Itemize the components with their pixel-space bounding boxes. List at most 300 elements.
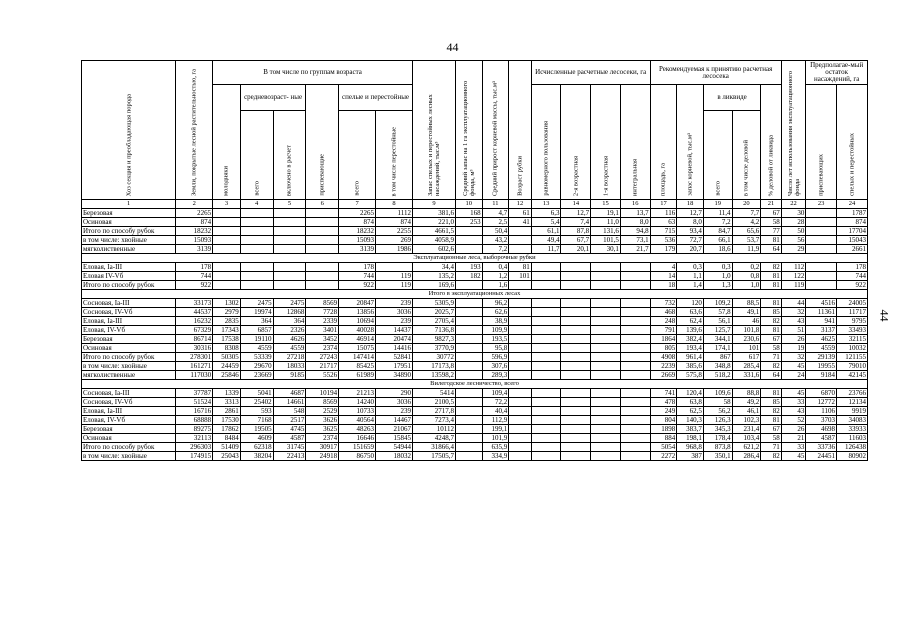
- table-cell: 21: [781, 434, 806, 443]
- table-row: [82, 371, 868, 380]
- table-cell: 64: [761, 245, 781, 254]
- table-cell: 101,9: [482, 434, 509, 443]
- table-cell: 119: [781, 281, 806, 290]
- table-cell: 1,2: [482, 272, 509, 281]
- table-cell: [561, 353, 591, 362]
- table-cell: 7,7: [732, 209, 761, 218]
- table-cell: 66,1: [703, 236, 732, 245]
- table-row: [82, 425, 868, 434]
- table-cell: [591, 371, 621, 380]
- table-row: [82, 416, 868, 425]
- table-cell: 1,4: [677, 281, 704, 290]
- table-cell: 17704: [837, 227, 868, 236]
- table-cell: 38,9: [482, 317, 509, 326]
- table-cell: 20,7: [677, 245, 704, 254]
- table-cell: 40564: [339, 416, 376, 425]
- table-cell: 2374: [306, 434, 339, 443]
- table-cell: [509, 317, 532, 326]
- table-cell: 8308: [213, 344, 241, 353]
- table-cell: 8,0: [620, 218, 650, 227]
- table-cell: 120: [677, 299, 704, 308]
- table-cell: 741: [650, 389, 677, 398]
- table-cell: [455, 371, 482, 380]
- table-cell: 29: [781, 245, 806, 254]
- table-cell: 82: [761, 317, 781, 326]
- table-cell: 3703: [806, 416, 837, 425]
- table-cell: 50305: [213, 353, 241, 362]
- table-cell: 63,8: [677, 398, 704, 407]
- table-row: [82, 389, 868, 398]
- table-cell: 56: [781, 236, 806, 245]
- table-cell: 2475: [240, 299, 273, 308]
- table-row: [82, 434, 868, 443]
- table-cell: 4687: [273, 389, 306, 398]
- table-cell: 12868: [273, 308, 306, 317]
- table-cell: 38204: [240, 452, 273, 461]
- table-cell: 10032: [837, 344, 868, 353]
- table-cell: 15093: [176, 236, 213, 245]
- table-cell: 19,1: [591, 209, 621, 218]
- table-cell: 82: [761, 407, 781, 416]
- table-cell: [561, 281, 591, 290]
- table-cell: 63,6: [677, 308, 704, 317]
- table-cell: 344,1: [703, 335, 732, 344]
- table-cell: 161271: [176, 362, 213, 371]
- table-cell: 7,2: [703, 218, 732, 227]
- table-cell: 5305,9: [412, 299, 455, 308]
- table-cell: 34890: [376, 371, 413, 380]
- table-cell: [455, 443, 482, 452]
- table-cell: 1302: [213, 299, 241, 308]
- table-cell: [531, 407, 561, 416]
- table-cell: 112: [781, 263, 806, 272]
- table-cell: 0,3: [703, 263, 732, 272]
- table-cell: [561, 344, 591, 353]
- table-cell: 7728: [306, 308, 339, 317]
- table-cell: [273, 227, 306, 236]
- table-cell: 5054: [650, 443, 677, 452]
- table-cell: 67: [761, 335, 781, 344]
- table-cell: 1339: [213, 389, 241, 398]
- header-age2: 2-я возрастная: [561, 85, 591, 200]
- table-cell: [620, 317, 650, 326]
- table-cell: 32: [781, 308, 806, 317]
- table-cell: [531, 263, 561, 272]
- table-cell: 33: [781, 398, 806, 407]
- row-label: Итого по способу рубок: [82, 281, 176, 290]
- column-index: 3: [213, 200, 241, 209]
- table-cell: [561, 317, 591, 326]
- table-cell: 33933: [837, 425, 868, 434]
- table-row: [82, 443, 868, 452]
- table-cell: [455, 452, 482, 461]
- table-cell: 24459: [213, 362, 241, 371]
- table-cell: 33173: [176, 299, 213, 308]
- table-cell: 58: [703, 398, 732, 407]
- table-cell: 151659: [339, 443, 376, 452]
- table-cell: [306, 209, 339, 218]
- table-cell: [509, 452, 532, 461]
- table-cell: 17951: [376, 362, 413, 371]
- table-cell: 19110: [240, 335, 273, 344]
- table-cell: 8569: [306, 299, 339, 308]
- table-cell: 1,6: [482, 281, 509, 290]
- table-cell: [620, 263, 650, 272]
- table-cell: [561, 425, 591, 434]
- table-cell: 5041: [240, 389, 273, 398]
- table-cell: 4,7: [482, 209, 509, 218]
- row-label: Осиновая: [82, 344, 176, 353]
- column-index: 5: [273, 200, 306, 209]
- table-cell: [591, 416, 621, 425]
- table-cell: [273, 263, 306, 272]
- table-cell: 248: [650, 317, 677, 326]
- table-cell: 635,9: [482, 443, 509, 452]
- table-cell: [561, 308, 591, 317]
- table-cell: 81: [761, 236, 781, 245]
- table-cell: [509, 245, 532, 254]
- table-cell: 2517: [273, 416, 306, 425]
- header-middle-incl: включено в расчет: [273, 111, 306, 200]
- table-cell: [509, 362, 532, 371]
- table-cell: 26: [781, 335, 806, 344]
- table-cell: 14661: [273, 398, 306, 407]
- header-age-groups: В том числе по группам возраста: [213, 61, 413, 85]
- table-cell: 178: [339, 263, 376, 272]
- section-title: Итого в эксплуатационных лесах: [82, 290, 868, 299]
- table-cell: 122: [781, 272, 806, 281]
- column-index: 24: [837, 200, 868, 209]
- table-row: [82, 272, 868, 281]
- table-cell: [591, 398, 621, 407]
- table-cell: 33: [781, 443, 806, 452]
- table-cell: [531, 416, 561, 425]
- section-title: Эксплуатационные леса, выборочные рубки: [82, 254, 868, 263]
- table-cell: [509, 443, 532, 452]
- table-cell: [561, 389, 591, 398]
- table-cell: 2339: [306, 317, 339, 326]
- table-cell: 178,4: [703, 434, 732, 443]
- table-cell: 12772: [806, 398, 837, 407]
- table-cell: 44537: [176, 308, 213, 317]
- table-cell: [561, 263, 591, 272]
- table-cell: [509, 344, 532, 353]
- table-cell: [561, 362, 591, 371]
- row-label: Итого по способу рубок: [82, 227, 176, 236]
- table-cell: 81: [761, 281, 781, 290]
- header-recommended: Рекомендуемая к принятию расчетная лесосека: [650, 61, 781, 85]
- table-cell: 11603: [837, 434, 868, 443]
- table-cell: 26: [781, 425, 806, 434]
- table-cell: 285,4: [732, 362, 761, 371]
- table-cell: 12,7: [561, 209, 591, 218]
- column-index: 18: [677, 200, 704, 209]
- table-cell: 178: [837, 263, 868, 272]
- table-cell: 961,4: [677, 353, 704, 362]
- table-cell: 24451: [806, 452, 837, 461]
- table-cell: 126,3: [703, 416, 732, 425]
- table-cell: 867: [703, 353, 732, 362]
- table-cell: 1,0: [732, 281, 761, 290]
- table-cell: 2979: [213, 308, 241, 317]
- table-cell: 32113: [176, 434, 213, 443]
- table-cell: 11717: [837, 308, 868, 317]
- table-cell: [591, 263, 621, 272]
- header-area: площадь, га: [650, 85, 677, 200]
- table-cell: 52: [781, 416, 806, 425]
- header-avg-stock: Средний запас на 1 га эксплуатационного фонда, м³: [455, 61, 482, 200]
- table-cell: 2705,4: [412, 317, 455, 326]
- table-cell: 874: [376, 218, 413, 227]
- table-cell: 385,6: [677, 362, 704, 371]
- table-cell: [273, 236, 306, 245]
- table-cell: 1898: [650, 425, 677, 434]
- table-cell: 27218: [273, 353, 306, 362]
- table-cell: [531, 317, 561, 326]
- header-liq-total: всего: [703, 111, 732, 200]
- table-cell: [213, 218, 241, 227]
- header-pct-business: % деловой от ликвида: [761, 85, 781, 200]
- table-cell: [531, 353, 561, 362]
- table-cell: 4908: [650, 353, 677, 362]
- table-cell: 168: [455, 209, 482, 218]
- table-cell: 1864: [650, 335, 677, 344]
- table-cell: [591, 335, 621, 344]
- table-cell: [509, 425, 532, 434]
- table-cell: 2529: [306, 407, 339, 416]
- table-cell: 179: [650, 245, 677, 254]
- column-index: 16: [620, 200, 650, 209]
- table-cell: 40,4: [482, 407, 509, 416]
- row-label: Осиновая: [82, 218, 176, 227]
- table-cell: 86714: [176, 335, 213, 344]
- table-cell: 54944: [376, 443, 413, 452]
- table-cell: [509, 227, 532, 236]
- table-cell: 536: [650, 236, 677, 245]
- table-cell: [455, 362, 482, 371]
- table-cell: 20,1: [561, 245, 591, 254]
- table-cell: [306, 245, 339, 254]
- table-cell: 468: [650, 308, 677, 317]
- table-row: [82, 407, 868, 416]
- table-cell: 112,9: [482, 416, 509, 425]
- table-cell: 2239: [650, 362, 677, 371]
- table-cell: 82: [761, 263, 781, 272]
- table-cell: [376, 263, 413, 272]
- table-row: [82, 335, 868, 344]
- table-cell: 8,0: [677, 218, 704, 227]
- table-cell: 621,2: [732, 443, 761, 452]
- section-title-row: [82, 380, 868, 389]
- table-cell: [620, 299, 650, 308]
- table-cell: 24005: [837, 299, 868, 308]
- table-cell: 387: [677, 452, 704, 461]
- table-cell: 334,9: [482, 452, 509, 461]
- table-cell: [620, 389, 650, 398]
- table-cell: 8484: [213, 434, 241, 443]
- table-cell: 28: [781, 218, 806, 227]
- table-cell: [273, 245, 306, 254]
- table-cell: [806, 281, 837, 290]
- table-cell: [455, 326, 482, 335]
- column-index: 12: [509, 200, 532, 209]
- table-cell: 119: [376, 281, 413, 290]
- table-cell: [509, 308, 532, 317]
- table-cell: [620, 308, 650, 317]
- table-cell: 3313: [213, 398, 241, 407]
- table-cell: [620, 452, 650, 461]
- table-cell: 231,4: [732, 425, 761, 434]
- table-cell: 0,8: [732, 272, 761, 281]
- table-cell: [620, 326, 650, 335]
- column-index: 10: [455, 200, 482, 209]
- table-cell: 182: [455, 272, 482, 281]
- table-cell: 791: [650, 326, 677, 335]
- column-index: 1: [82, 200, 176, 209]
- table-cell: 4625: [806, 335, 837, 344]
- table-cell: 25043: [213, 452, 241, 461]
- section-title-row: [82, 254, 868, 263]
- table-cell: 24918: [306, 452, 339, 461]
- row-label: в том числе: хвойные: [82, 362, 176, 371]
- table-cell: [531, 335, 561, 344]
- table-cell: 2255: [376, 227, 413, 236]
- table-cell: [561, 434, 591, 443]
- table-cell: [509, 299, 532, 308]
- table-cell: [531, 308, 561, 317]
- table-cell: [240, 272, 273, 281]
- table-cell: 53,7: [732, 236, 761, 245]
- table-cell: [306, 263, 339, 272]
- table-cell: 478: [650, 398, 677, 407]
- table-cell: 21067: [376, 425, 413, 434]
- table-cell: 2669: [650, 371, 677, 380]
- table-cell: 0,4: [482, 263, 509, 272]
- table-cell: 71: [761, 353, 781, 362]
- header-mature-stock: Запас спелых и перестойных лесных насаждений, тыс.м³: [412, 61, 455, 200]
- table-cell: [213, 263, 241, 272]
- table-cell: 383,7: [677, 425, 704, 434]
- header-young: молодняки: [213, 85, 241, 200]
- table-cell: 117030: [176, 371, 213, 380]
- table-row: [82, 263, 868, 272]
- table-cell: 16716: [176, 407, 213, 416]
- table-cell: 7,4: [561, 218, 591, 227]
- table-cell: 95,8: [482, 344, 509, 353]
- table-cell: [240, 245, 273, 254]
- table-cell: [455, 353, 482, 362]
- table-cell: [509, 371, 532, 380]
- table-cell: 593: [240, 407, 273, 416]
- table-cell: 37787: [176, 389, 213, 398]
- table-cell: [591, 317, 621, 326]
- table-cell: [240, 263, 273, 272]
- table-cell: 29139: [806, 353, 837, 362]
- table-cell: 16646: [339, 434, 376, 443]
- table-cell: [213, 209, 241, 218]
- table-cell: 7273,4: [412, 416, 455, 425]
- table-cell: 81: [761, 416, 781, 425]
- table-cell: [455, 308, 482, 317]
- table-cell: 93,4: [677, 227, 704, 236]
- table-cell: 1,3: [703, 281, 732, 290]
- table-cell: 57,8: [703, 308, 732, 317]
- table-cell: [240, 236, 273, 245]
- table-cell: [561, 299, 591, 308]
- table-cell: 147414: [339, 353, 376, 362]
- table-cell: 290: [376, 389, 413, 398]
- table-cell: 0,3: [677, 263, 704, 272]
- table-cell: [213, 227, 241, 236]
- table-cell: 23766: [837, 389, 868, 398]
- table-cell: [455, 416, 482, 425]
- table-cell: 6,3: [531, 209, 561, 218]
- column-index: 20: [732, 200, 761, 209]
- column-index-row: [82, 200, 868, 209]
- table-cell: [306, 281, 339, 290]
- table-cell: 4,2: [732, 218, 761, 227]
- table-cell: 381,6: [412, 209, 455, 218]
- table-cell: 88,5: [732, 299, 761, 308]
- table-cell: 20474: [376, 335, 413, 344]
- table-cell: 7136,8: [412, 326, 455, 335]
- table-cell: 4587: [806, 434, 837, 443]
- table-cell: 941: [806, 317, 837, 326]
- column-index: 23: [806, 200, 837, 209]
- table-cell: 3139: [339, 245, 376, 254]
- table-cell: 174915: [176, 452, 213, 461]
- table-cell: [306, 272, 339, 281]
- table-cell: 101,8: [732, 326, 761, 335]
- table-cell: 1787: [837, 209, 868, 218]
- table-cell: [591, 452, 621, 461]
- table-cell: 32: [781, 353, 806, 362]
- table-cell: [455, 227, 482, 236]
- table-cell: 77: [761, 227, 781, 236]
- table-cell: [620, 272, 650, 281]
- table-cell: 67329: [176, 326, 213, 335]
- table-cell: 56,2: [703, 407, 732, 416]
- table-cell: [455, 425, 482, 434]
- table-cell: 874: [176, 218, 213, 227]
- table-cell: 22413: [273, 452, 306, 461]
- table-cell: 42145: [837, 371, 868, 380]
- table-cell: 10194: [306, 389, 339, 398]
- table-cell: 64: [761, 371, 781, 380]
- table-cell: [531, 281, 561, 290]
- table-cell: 51: [781, 326, 806, 335]
- table-cell: [509, 236, 532, 245]
- header-maturing: приспевающие: [306, 85, 339, 200]
- table-cell: [591, 308, 621, 317]
- table-cell: 239: [376, 299, 413, 308]
- table-cell: [620, 416, 650, 425]
- table-cell: 350,1: [703, 452, 732, 461]
- table-cell: [509, 335, 532, 344]
- row-label: Березовая: [82, 425, 176, 434]
- row-label: в том числе: хвойные: [82, 452, 176, 461]
- table-cell: 65,6: [732, 227, 761, 236]
- table-cell: 31866,4: [412, 443, 455, 452]
- table-cell: 575,8: [677, 371, 704, 380]
- table-cell: 4745: [273, 425, 306, 434]
- table-cell: 174,1: [703, 344, 732, 353]
- table-cell: 21213: [339, 389, 376, 398]
- table-cell: 5526: [306, 371, 339, 380]
- table-cell: [509, 398, 532, 407]
- table-cell: 286,4: [732, 452, 761, 461]
- row-label: Еловая IV-Vб: [82, 272, 176, 281]
